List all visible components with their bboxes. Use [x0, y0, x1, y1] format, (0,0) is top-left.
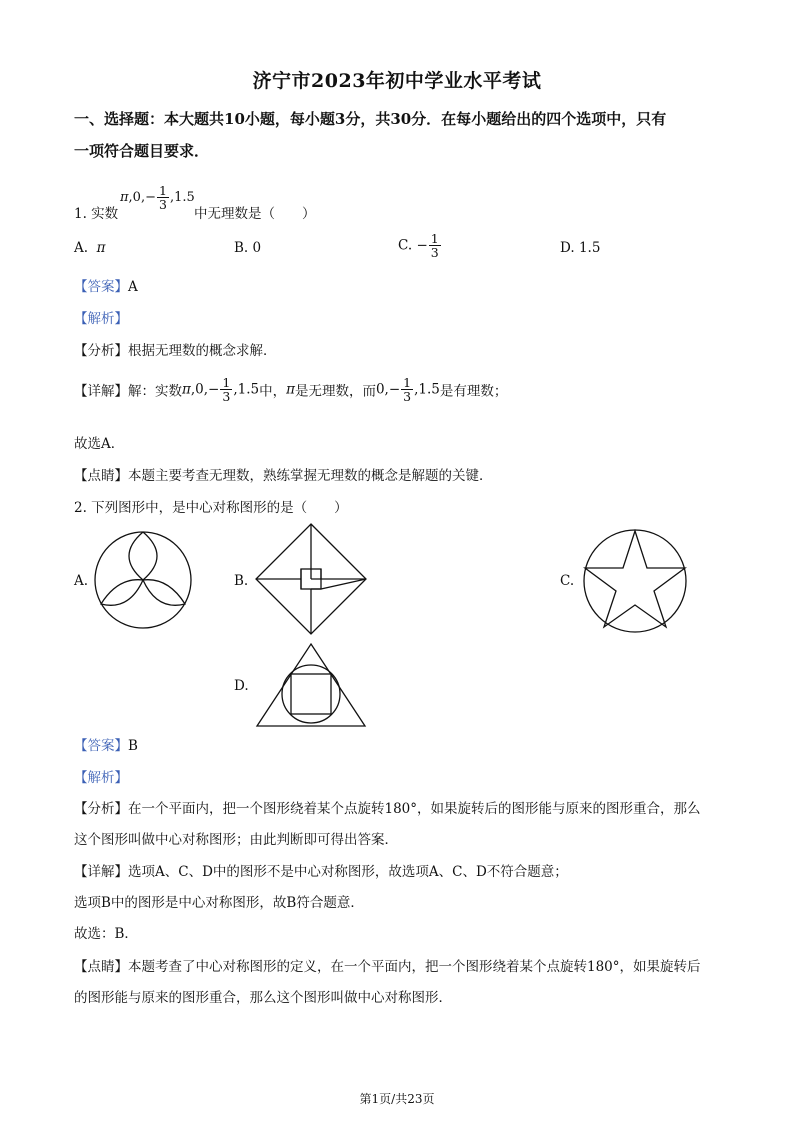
fraction-one-third: $\frac{1}{3}$: [158, 183, 167, 212]
q2-dianjing-line1: 【点睛】本题考查了中心对称图形的定义，在一个平面内，把一个图形绕着某个点旋转180°，如果旋转后: [74, 959, 701, 975]
q1-dianjing: 【点睛】本题主要考查无理数，熟练掌握无理数的概念是解题的关键．: [74, 468, 493, 484]
page-title: 济宁市2023年初中学业水平考试: [252, 70, 542, 92]
q2-xiangjie-line1: 【详解】选项A、C、D中的图形不是中心对称图形，故选项A、C、D不符合题意；: [74, 864, 568, 880]
figure-d-triangle-circle-square: [254, 642, 368, 728]
q2-label-c: C.: [560, 573, 575, 589]
q2-label-d: D.: [234, 678, 249, 694]
pi-symbol: π: [120, 190, 129, 205]
section-heading-line1: 一、选择题：本大题共10小题，每小题3分，共30分．在每小题给出的四个选项中，只有: [74, 110, 667, 128]
q2-fenxi-line2: 这个图形叫做中心对称图形；由此判断即可得出答案．: [74, 832, 398, 848]
figure-c-star-circle: [580, 528, 690, 634]
q1-choose: 故选A．: [74, 436, 125, 452]
q2-answer: 【答案】B: [74, 738, 138, 754]
q1-jiexi: 【解析】: [74, 311, 128, 327]
q2-stem: 2. 下列图形中，是中心对称图形的是（ ）: [74, 500, 348, 516]
q1-stem-prefix: 1. 实数: [74, 206, 119, 222]
q1-option-a: A. π: [74, 240, 106, 256]
q1-stem-numbers: π,0,− $\frac{1}{3}$ ,1.5: [120, 183, 195, 212]
q2-label-b: B.: [234, 573, 249, 589]
q1-answer: 【答案】A: [74, 279, 138, 295]
q2-dianjing-line2: 的图形能与原来的图形重合，那么这个图形叫做中心对称图形．: [74, 990, 452, 1006]
q1-option-d: D. 1.5: [560, 240, 601, 256]
q2-label-a: A.: [74, 573, 89, 589]
section-heading-line2: 一项符合题目要求．: [74, 142, 210, 160]
figure-b-pinwheel-square: [254, 522, 368, 636]
q2-fenxi-line1: 【分析】在一个平面内，把一个图形绕着某个点旋转180°，如果旋转后的图形能与原来的图形重合，那么: [74, 801, 701, 817]
figure-a-circle-arcs: [92, 525, 194, 635]
q2-jiexi: 【解析】: [74, 770, 128, 786]
q1-option-c: C. − $\frac{1}{3}$: [398, 231, 439, 260]
page-footer: 第1页/共23页: [359, 1092, 435, 1106]
q1-option-b: B. 0: [234, 240, 262, 256]
q1-fenxi: 【分析】根据无理数的概念求解．: [74, 343, 277, 359]
q2-xiangjie-line2: 选项B中的图形是中心对称图形，故B符合题意．: [74, 895, 364, 911]
q1-xiangjie: 【详解】解：实数π,0,− $\frac{1}{3}$ ,1.5中，π是无理数，而0,− $\frac{1}{3}$ ,1.5是有理数；: [74, 375, 508, 404]
q1-stem-suffix: 中无理数是（ ）: [194, 206, 316, 222]
q2-choose: 故选：B．: [74, 926, 138, 942]
